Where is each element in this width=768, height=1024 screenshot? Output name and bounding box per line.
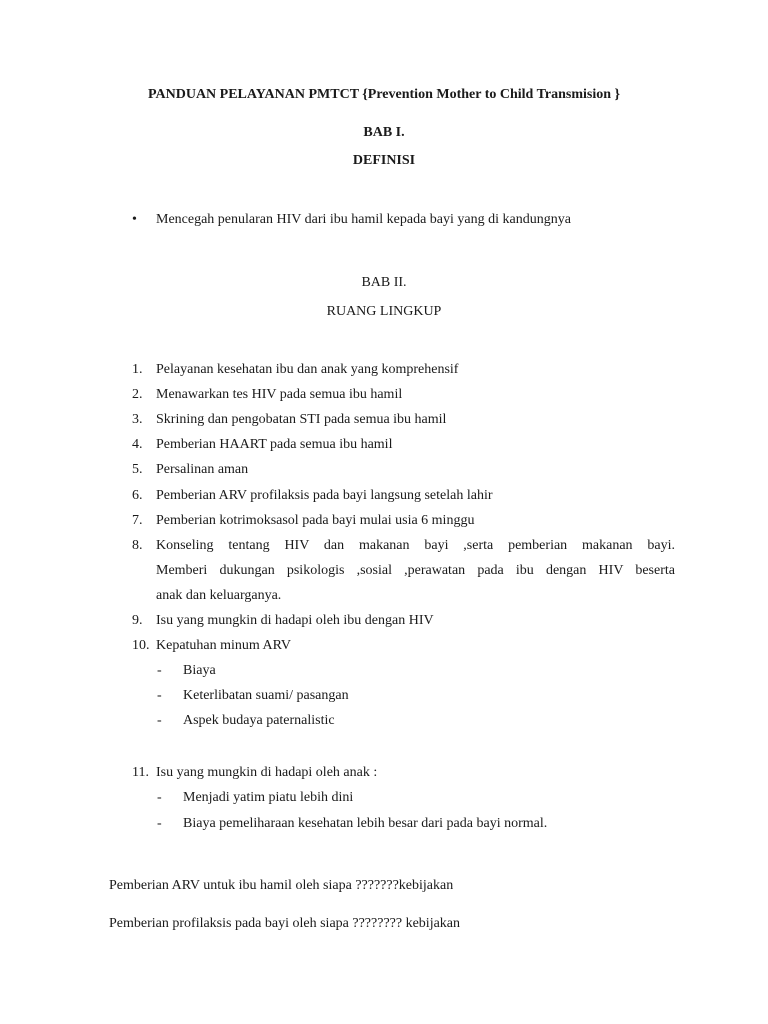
list-item-number: 1.	[132, 362, 143, 377]
definition-text: Mencegah penularan HIV dari ibu hamil kepada bayi yang di kandungnya	[156, 212, 571, 227]
sub-item-dash: -	[157, 713, 162, 728]
sub-item: Biaya	[183, 663, 216, 678]
list-item-number: 4.	[132, 437, 143, 452]
list-item: Isu yang mungkin di hadapi oleh ibu dengan HIV	[156, 613, 434, 628]
list-item-number: 7.	[132, 513, 143, 528]
sub-item-dash: -	[157, 663, 162, 678]
list-item-line: Konseling tentang HIV dan makanan bayi ,serta pemberian makanan bayi.	[156, 538, 675, 553]
list-item-line: anak dan keluarganya.	[156, 588, 282, 603]
list-item-number: 11.	[132, 765, 149, 780]
bab1-subheading: DEFINISI	[352, 153, 416, 168]
sub-item: Aspek budaya paternalistic	[183, 713, 335, 728]
document-title: PANDUAN PELAYANAN PMTCT {Prevention Mother to Child Transmision }	[147, 87, 621, 102]
list-item-number: 6.	[132, 488, 143, 503]
list-item: Pelayanan kesehatan ibu dan anak yang komprehensif	[156, 362, 459, 377]
sub-item: Keterlibatan suami/ pasangan	[183, 688, 349, 703]
list-item-line: Memberi dukungan psikologis ,sosial ,perawatan pada ibu dengan HIV beserta	[156, 563, 675, 578]
note-line: Pemberian profilaksis pada bayi oleh siapa ???????? kebijakan	[109, 916, 461, 931]
bab1-heading: BAB I.	[363, 125, 405, 140]
list-item: Pemberian kotrimoksasol pada bayi mulai usia 6 minggu	[156, 513, 475, 528]
list-item-number: 10.	[132, 638, 150, 653]
bab2-heading: BAB II.	[361, 275, 407, 290]
list-item: Pemberian HAART pada semua ibu hamil	[156, 437, 393, 452]
list-item-number: 5.	[132, 462, 143, 477]
list-item-number: 2.	[132, 387, 143, 402]
list-item: Persalinan aman	[156, 462, 249, 477]
note-line: Pemberian ARV untuk ibu hamil oleh siapa ???????kebijakan	[109, 878, 454, 893]
list-item-number: 3.	[132, 412, 143, 427]
list-item-number: 8.	[132, 538, 143, 553]
sub-item-dash: -	[157, 688, 162, 703]
list-item: Skrining dan pengobatan STI pada semua ibu hamil	[156, 412, 447, 427]
list-item: Kepatuhan minum ARV	[156, 638, 291, 653]
bab2-subheading: RUANG LINGKUP	[326, 304, 442, 319]
sub-item-dash: -	[157, 790, 162, 805]
list-item: Menawarkan tes HIV pada semua ibu hamil	[156, 387, 403, 402]
list-item: Isu yang mungkin di hadapi oleh anak :	[156, 765, 378, 780]
list-item-number: 9.	[132, 613, 143, 628]
bullet-marker: •	[132, 212, 137, 227]
list-item: Pemberian ARV profilaksis pada bayi langsung setelah lahir	[156, 488, 493, 503]
sub-item: Menjadi yatim piatu lebih dini	[183, 790, 354, 805]
sub-item-dash: -	[157, 816, 162, 831]
sub-item: Biaya pemeliharaan kesehatan lebih besar dari pada bayi normal.	[183, 816, 548, 831]
